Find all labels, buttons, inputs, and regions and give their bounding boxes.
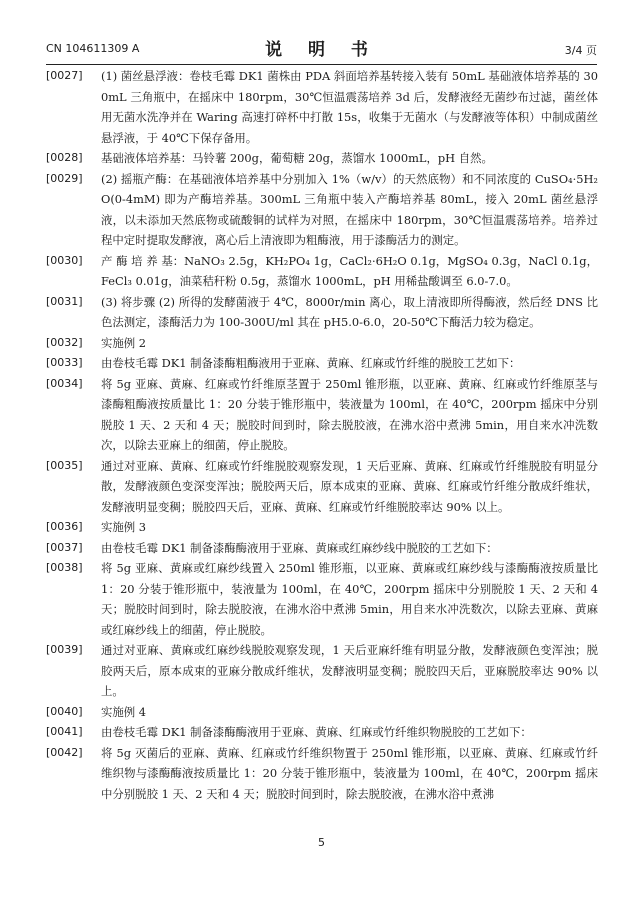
paragraph-text: 实施例 4 — [101, 704, 147, 719]
paragraph — [46, 558, 598, 640]
paragraph — [46, 702, 598, 723]
paragraph-number: [0032] — [46, 335, 83, 349]
patent-number: CN 104611309 A — [46, 42, 140, 55]
paragraph — [46, 333, 598, 354]
paragraph-number: [0030] — [46, 253, 83, 267]
paragraph — [46, 353, 598, 374]
paragraph-number: [0029] — [46, 171, 83, 185]
paragraph-text: 实施例 3 — [101, 520, 147, 534]
paragraph-text: (2) 摇瓶产酶：在基础液体培养基中分别加入 1%（w/v）的天然底物）和不同浓度的 CuSO₄·5H₂O(0-4mM) 即为产酶培养基。300mL 三角瓶中装入产酶培养基 80mL，接入 20mL 菌丝悬浮液，以未添加天然底物或硫酸铜的试样为对照，在摇床中 180rpm，30℃恒温震荡培养。培养过程中定时提取发酵液，离心后上清液即为粗酶液，用于漆酶活力的测定。 — [101, 171, 598, 247]
paragraph-text: (3) 将步骤 (2) 所得的发酵菌液于 4℃，8000r/min 离心，取上清液即所得酶液，然后经 DNS 比色法测定，漆酶活力为 100-300U/ml 其在 pH5.0-6.0，20-50℃下酶活力较为稳定。 — [101, 294, 598, 329]
paragraph — [46, 456, 598, 518]
paragraph — [46, 640, 598, 702]
paragraph-number: [0037] — [46, 540, 83, 554]
page-header — [0, 33, 643, 63]
paragraph — [46, 66, 598, 148]
paragraph — [46, 148, 598, 169]
paragraph-text: 基础液体培养基：马铃薯 200g，葡萄糖 20g，蒸馏水 1000mL，pH 自然。 — [101, 151, 493, 165]
paragraph — [46, 292, 598, 333]
page-indicator: 3/4 页 — [564, 44, 597, 57]
paragraph-number: [0033] — [46, 356, 83, 369]
paragraph-text: 将 5g 亚麻、黄麻或红麻纱线置入 250ml 锥形瓶，以亚麻、黄麻或红麻纱线与漆酶酶液按质量比 1：20 分装于锥形瓶中，装液量为 100ml，在 40℃，200rpm 摇床中分别脱胶 1 天、2 天和 4 天；脱胶时间到时，除去脱胶液，在沸水浴中煮沸 5min，用自来水冲洗数次，以除去亚麻、黄麻或红麻纱线上的细菌，停止脱胶。 — [101, 561, 598, 637]
page-number: 5 — [318, 836, 325, 849]
paragraph — [46, 517, 598, 538]
paragraph-text: 将 5g 灭菌后的亚麻、黄麻、红麻或竹纤维织物置于 250ml 锥形瓶，以亚麻、黄麻、红麻或竹纤维织物与漆酶酶液按质量比 1：20 分装于锥形瓶中，装液量为 100ml，在 40℃，200rpm 摇床中分别脱胶 1 天、2 天和 4 天；脱胶时间到时，除去脱胶液，在沸水浴中煮沸 — [101, 745, 598, 801]
paragraph-number: [0038] — [46, 561, 83, 574]
paragraph-number: [0031] — [46, 294, 83, 308]
paragraph — [46, 169, 598, 251]
paragraph-text: 由卷枝毛霉 DK1 制备漆酶粗酶液用于亚麻、黄麻、红麻或竹纤维的脱胶工艺如下： — [101, 356, 521, 370]
document-title: 说 明 书 — [265, 40, 378, 60]
paragraph — [46, 251, 598, 292]
paragraph-text: 产 酶 培 养 基：NaNO₃ 2.5g，KH₂PO₄ 1g，CaCl₂·6H₂O 0.1g，MgSO₄ 0.3g，NaCl 0.1g，FeCl₃ 0.01g，油菜秸秆粉 0.5g，蒸馏水 1000mL，pH 用稀盐酸调至 6.0-7.0。 — [101, 253, 598, 288]
paragraph-text: 通过对亚麻、黄麻或红麻纱线脱胶观察发现，1 天后亚麻纤维有明显分散，发酵液颜色变浑浊；脱胶两天后，原本成束的亚麻分散成纤维状，发酵液明显变稠；脱胶四天后，亚麻脱胶率达 90% 以上。 — [101, 643, 598, 698]
paragraph — [46, 722, 598, 743]
paragraph-number: [0042] — [46, 745, 83, 759]
paragraph-number: [0036] — [46, 520, 83, 533]
header-rule — [46, 64, 597, 65]
paragraph-text: 由卷枝毛霉 DK1 制备漆酶酶液用于亚麻、黄麻、红麻或竹纤维织物脱胶的工艺如下： — [101, 725, 532, 739]
paragraph-number: [0034] — [46, 376, 83, 390]
paragraph — [46, 374, 598, 456]
paragraph-text: (1) 菌丝悬浮液：卷枝毛霉 DK1 菌株由 PDA 斜面培养基转接入装有 50mL 基础液体培养基的 300mL 三角瓶中，在摇床中 180rpm，30℃恒温震荡培养 3d 后，发酵液经无菌纱布过滤，菌丝体用无菌水洗净并在 Waring 高速打碎杯中打散 15s，收集于无菌水（与发酵液等体积）中制成菌丝悬浮液，于 40℃下保存备用。 — [101, 69, 598, 145]
paragraph-text: 将 5g 亚麻、黄麻、红麻或竹纤维原茎置于 250ml 锥形瓶，以亚麻、黄麻、红麻或竹纤维原茎与漆酶粗酶液按质量比 1：20 分装于锥形瓶中，装液量为 100ml，在 40℃，200rpm 摇床中分别脱胶 1 天、2 天和 4 天；脱胶时间到时，除去脱胶液，在沸水浴中煮沸 5min，用自来水冲洗数次，以除去亚麻上的细菌，停止脱胶。 — [101, 376, 598, 452]
paragraph-number: [0041] — [46, 725, 83, 738]
paragraph-text: 通过对亚麻、黄麻、红麻或竹纤维脱胶观察发现，1 天后亚麻、黄麻、红麻或竹纤维脱胶有明显分散，发酵液颜色变深变浑浊；脱胶两天后，原本成束的亚麻、黄麻、红麻或竹纤维分散成纤维状，发酵液明显变稠；脱胶四天后，亚麻、黄麻、红麻或竹纤维脱胶率达 90% 以上。 — [101, 458, 598, 514]
paragraph-number: [0027] — [46, 69, 83, 82]
paragraph-number: [0028] — [46, 151, 83, 164]
paragraph — [46, 538, 598, 559]
paragraph-number: [0040] — [46, 704, 83, 718]
document-body — [46, 66, 598, 804]
paragraph-text: 由卷枝毛霉 DK1 制备漆酶酶液用于亚麻、黄麻或红麻纱线中脱胶的工艺如下： — [101, 540, 498, 555]
paragraph — [46, 743, 598, 805]
paragraph-number: [0039] — [46, 643, 83, 656]
paragraph-text: 实施例 2 — [101, 335, 147, 350]
paragraph-number: [0035] — [46, 458, 83, 472]
